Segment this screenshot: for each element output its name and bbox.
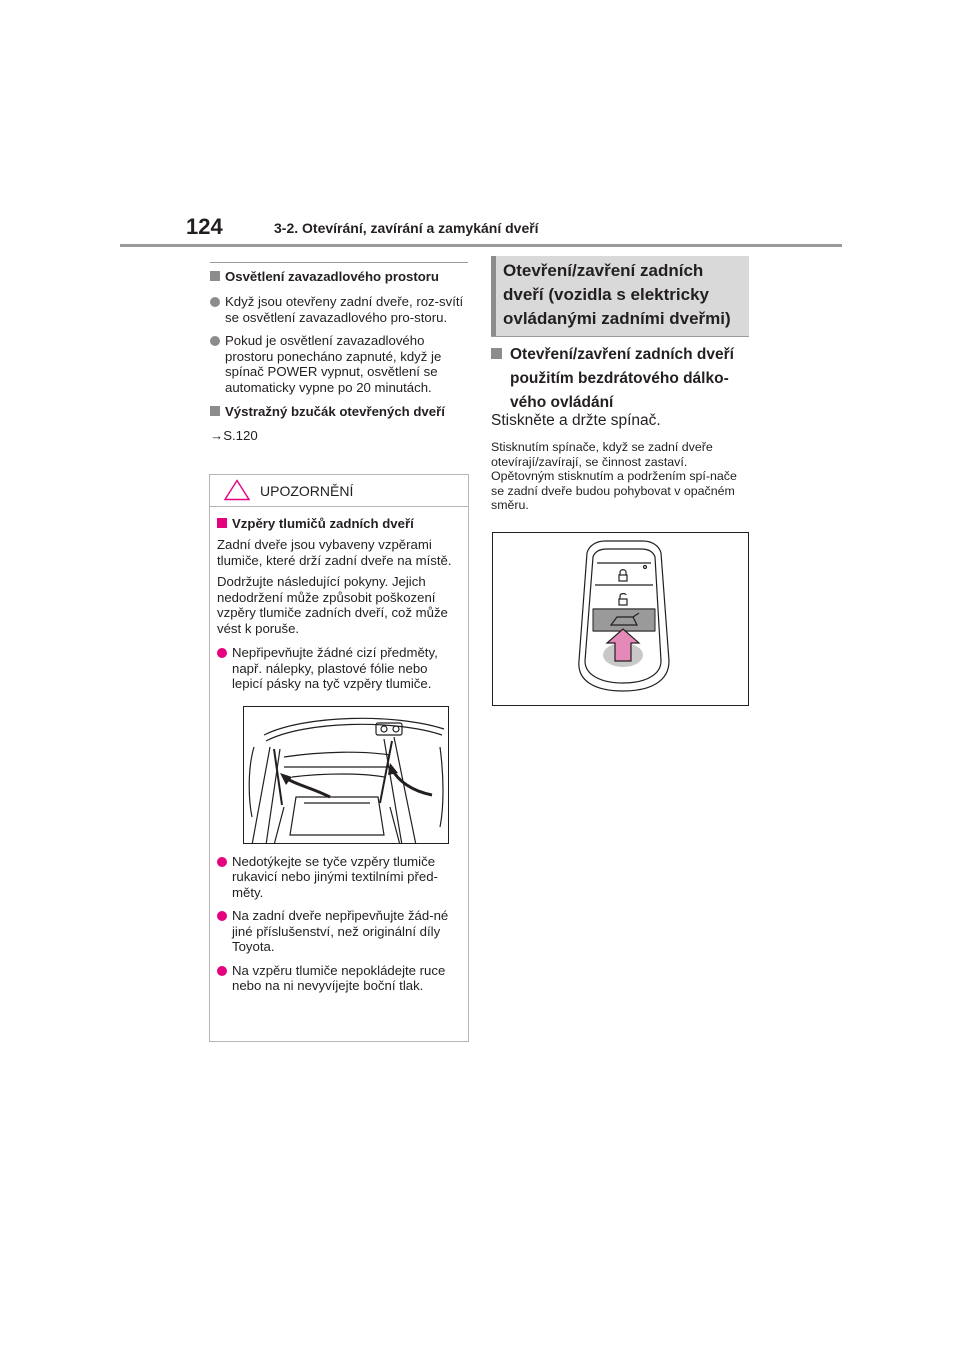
bullet-icon (217, 648, 227, 658)
warning-bullet-3: Na zadní dveře nepřipevňujte žád-né jiné příslušenství, než originální díly Toyota. (217, 908, 461, 955)
tailgate-strut-illustration (243, 706, 449, 844)
lock-icon (619, 570, 627, 581)
left-column (210, 262, 472, 444)
remote-note: Stisknutím spínače, když se zadní dveře otevírají/zavírají, se činnost zastaví. Opětovným stisknutím a podržením spí-nače se zadní dveře budou pohybovat v opačném směru. (491, 440, 737, 513)
lighting-bullet-2: Pokud je osvětlení zavazadlového prostoru ponecháno zapnuté, když je spínač POWER vypnut, osvětlení se automaticky vypne po 20 minutách. (210, 333, 466, 395)
buzzer-heading: Výstražný bzučák otevřených dveří (210, 403, 472, 420)
warning-bullet-4: Na vzpěru tlumiče nepokládejte ruce nebo na ni nevyvíjejte boční tlak. (217, 963, 461, 994)
bullet-icon (210, 336, 220, 346)
banner-accent-bar (491, 256, 496, 336)
open-tailgate-drawing (244, 707, 449, 844)
smart-key-illustration (492, 532, 749, 706)
unlock-icon (619, 594, 627, 605)
power-tailgate-banner (491, 256, 749, 336)
header-divider (120, 244, 842, 247)
warning-bullet-1: Nepřipevňujte žádné cizí předměty, např. nálepky, plastové fólie nebo lepicí pásky na tyč vzpěry tlumiče. (217, 645, 461, 692)
square-marker-icon (210, 406, 220, 416)
lighting-heading: Osvětlení zavazadlového prostoru (210, 268, 472, 285)
instruction-text: Stiskněte a držte spínač. (491, 412, 661, 429)
bullet-icon (217, 966, 227, 976)
page-reference: →S.120 (210, 428, 258, 443)
banner-divider (491, 336, 749, 337)
warning-bullet-2: Nedotýkejte se tyče vzpěry tlumiče rukavicí nebo jinými textilními před-měty. (217, 854, 461, 901)
warning-paragraph-2: Dodržujte následující pokyny. Jejich nedodržení může způsobit poškození vzpěry tlumiče zadních dveří, což může vést k poruše. (217, 574, 448, 636)
section-title: 3-2. Otevírání, zavírání a zamykání dveří (274, 220, 539, 236)
struts-heading: Vzpěry tlumičů zadních dveří (217, 515, 461, 532)
warning-paragraph-1: Zadní dveře jsou vybaveny vzpěrami tlumiče, které drží zadní dveře na místě. (217, 537, 452, 568)
remote-heading: Otevření/zavření zadních dveří použitím bezdrátového dálko-vého ovládání (491, 343, 751, 415)
bullet-icon (217, 857, 227, 867)
bullet-icon (217, 911, 227, 921)
page-number: 124 (186, 214, 223, 239)
square-marker-icon (210, 271, 220, 281)
warning-header (210, 475, 468, 507)
warning-triangle-icon (224, 479, 250, 501)
banner-title: Otevření/zavření zadních dveří (vozidla s elektricky ovládanými zadními dveřmi) (503, 261, 731, 328)
warning-title: UPOZORNĚNÍ (260, 482, 354, 499)
warning-box (209, 474, 469, 1042)
bullet-icon (210, 297, 220, 307)
lighting-bullet-1: Když jsou otevřeny zadní dveře, roz-svítí se osvětlení zavazadlového pro-storu. (210, 294, 466, 325)
square-marker-icon (217, 518, 227, 528)
square-marker-icon (491, 348, 502, 359)
smart-key-drawing (493, 533, 748, 705)
